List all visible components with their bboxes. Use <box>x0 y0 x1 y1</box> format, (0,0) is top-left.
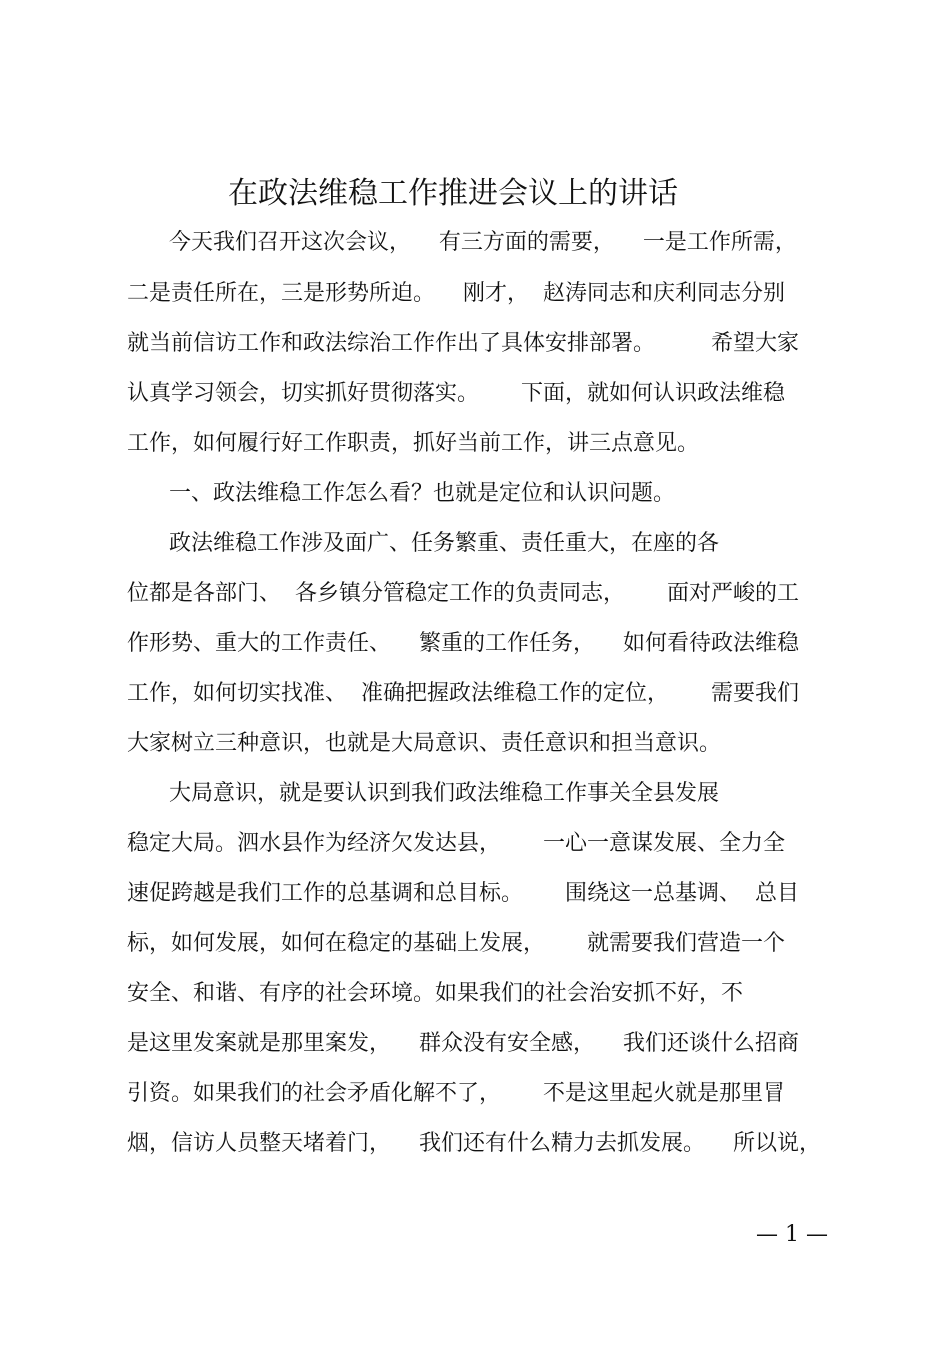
body-line: 二是责任所在，三是形势所迫。 刚才， 赵涛同志和庆利同志分别 <box>127 281 785 306</box>
body-line: 今天我们召开这次会议， 有三方面的需要， 一是工作所需， <box>127 230 797 255</box>
body-line: 是这里发案就是那里案发， 群众没有安全感， 我们还谈什么招商 <box>127 1031 799 1056</box>
body-line: 稳定大局。泗水县作为经济欠发达县， 一心一意谋发展、全力全 <box>127 831 785 856</box>
document-title: 在政法维稳工作推进会议上的讲话 <box>228 176 678 211</box>
page-number: — 1 — <box>756 1222 828 1247</box>
body-line: 工作，如何切实找准、 准确把握政法维稳工作的定位， 需要我们 <box>127 681 799 706</box>
body-line: 大家树立三种意识，也就是大局意识、责任意识和担当意识。 <box>127 731 722 756</box>
body-line: 标，如何发展，如何在稳定的基础上发展， 就需要我们营造一个 <box>127 931 785 956</box>
body-line: 政法维稳工作涉及面广、任务繁重、责任重大，在座的各 <box>127 531 719 556</box>
body-line: 位都是各部门、 各乡镇分管稳定工作的负责同志， 面对严峻的工 <box>127 581 799 606</box>
body-line: 大局意识，就是要认识到我们政法维稳工作事关全县发展 <box>127 781 719 806</box>
body-line: 作形势、重大的工作责任、 繁重的工作任务， 如何看待政法维稳 <box>127 631 799 656</box>
body-line: 引资。如果我们的社会矛盾化解不了， 不是这里起火就是那里冒 <box>127 1081 785 1106</box>
body-line: 速促跨越是我们工作的总基调和总目标。 围绕这一总基调、 总目 <box>127 881 799 906</box>
body-line: 烟，信访人员整天堵着门， 我们还有什么精力去抓发展。 所以说， <box>127 1131 821 1156</box>
body-line: 就当前信访工作和政法综治工作作出了具体安排部署。 希望大家 <box>127 331 799 356</box>
section-heading: 一、政法维稳工作怎么看？也就是定位和认识问题。 <box>127 481 675 506</box>
body-line: 安全、和谐、有序的社会环境。如果我们的社会治安抓不好，不 <box>127 981 744 1006</box>
body-line: 工作，如何履行好工作职责，抓好当前工作，讲三点意见。 <box>127 431 700 456</box>
body-line: 认真学习领会，切实抓好贯彻落实。 下面，就如何认识政法维稳 <box>127 381 785 406</box>
